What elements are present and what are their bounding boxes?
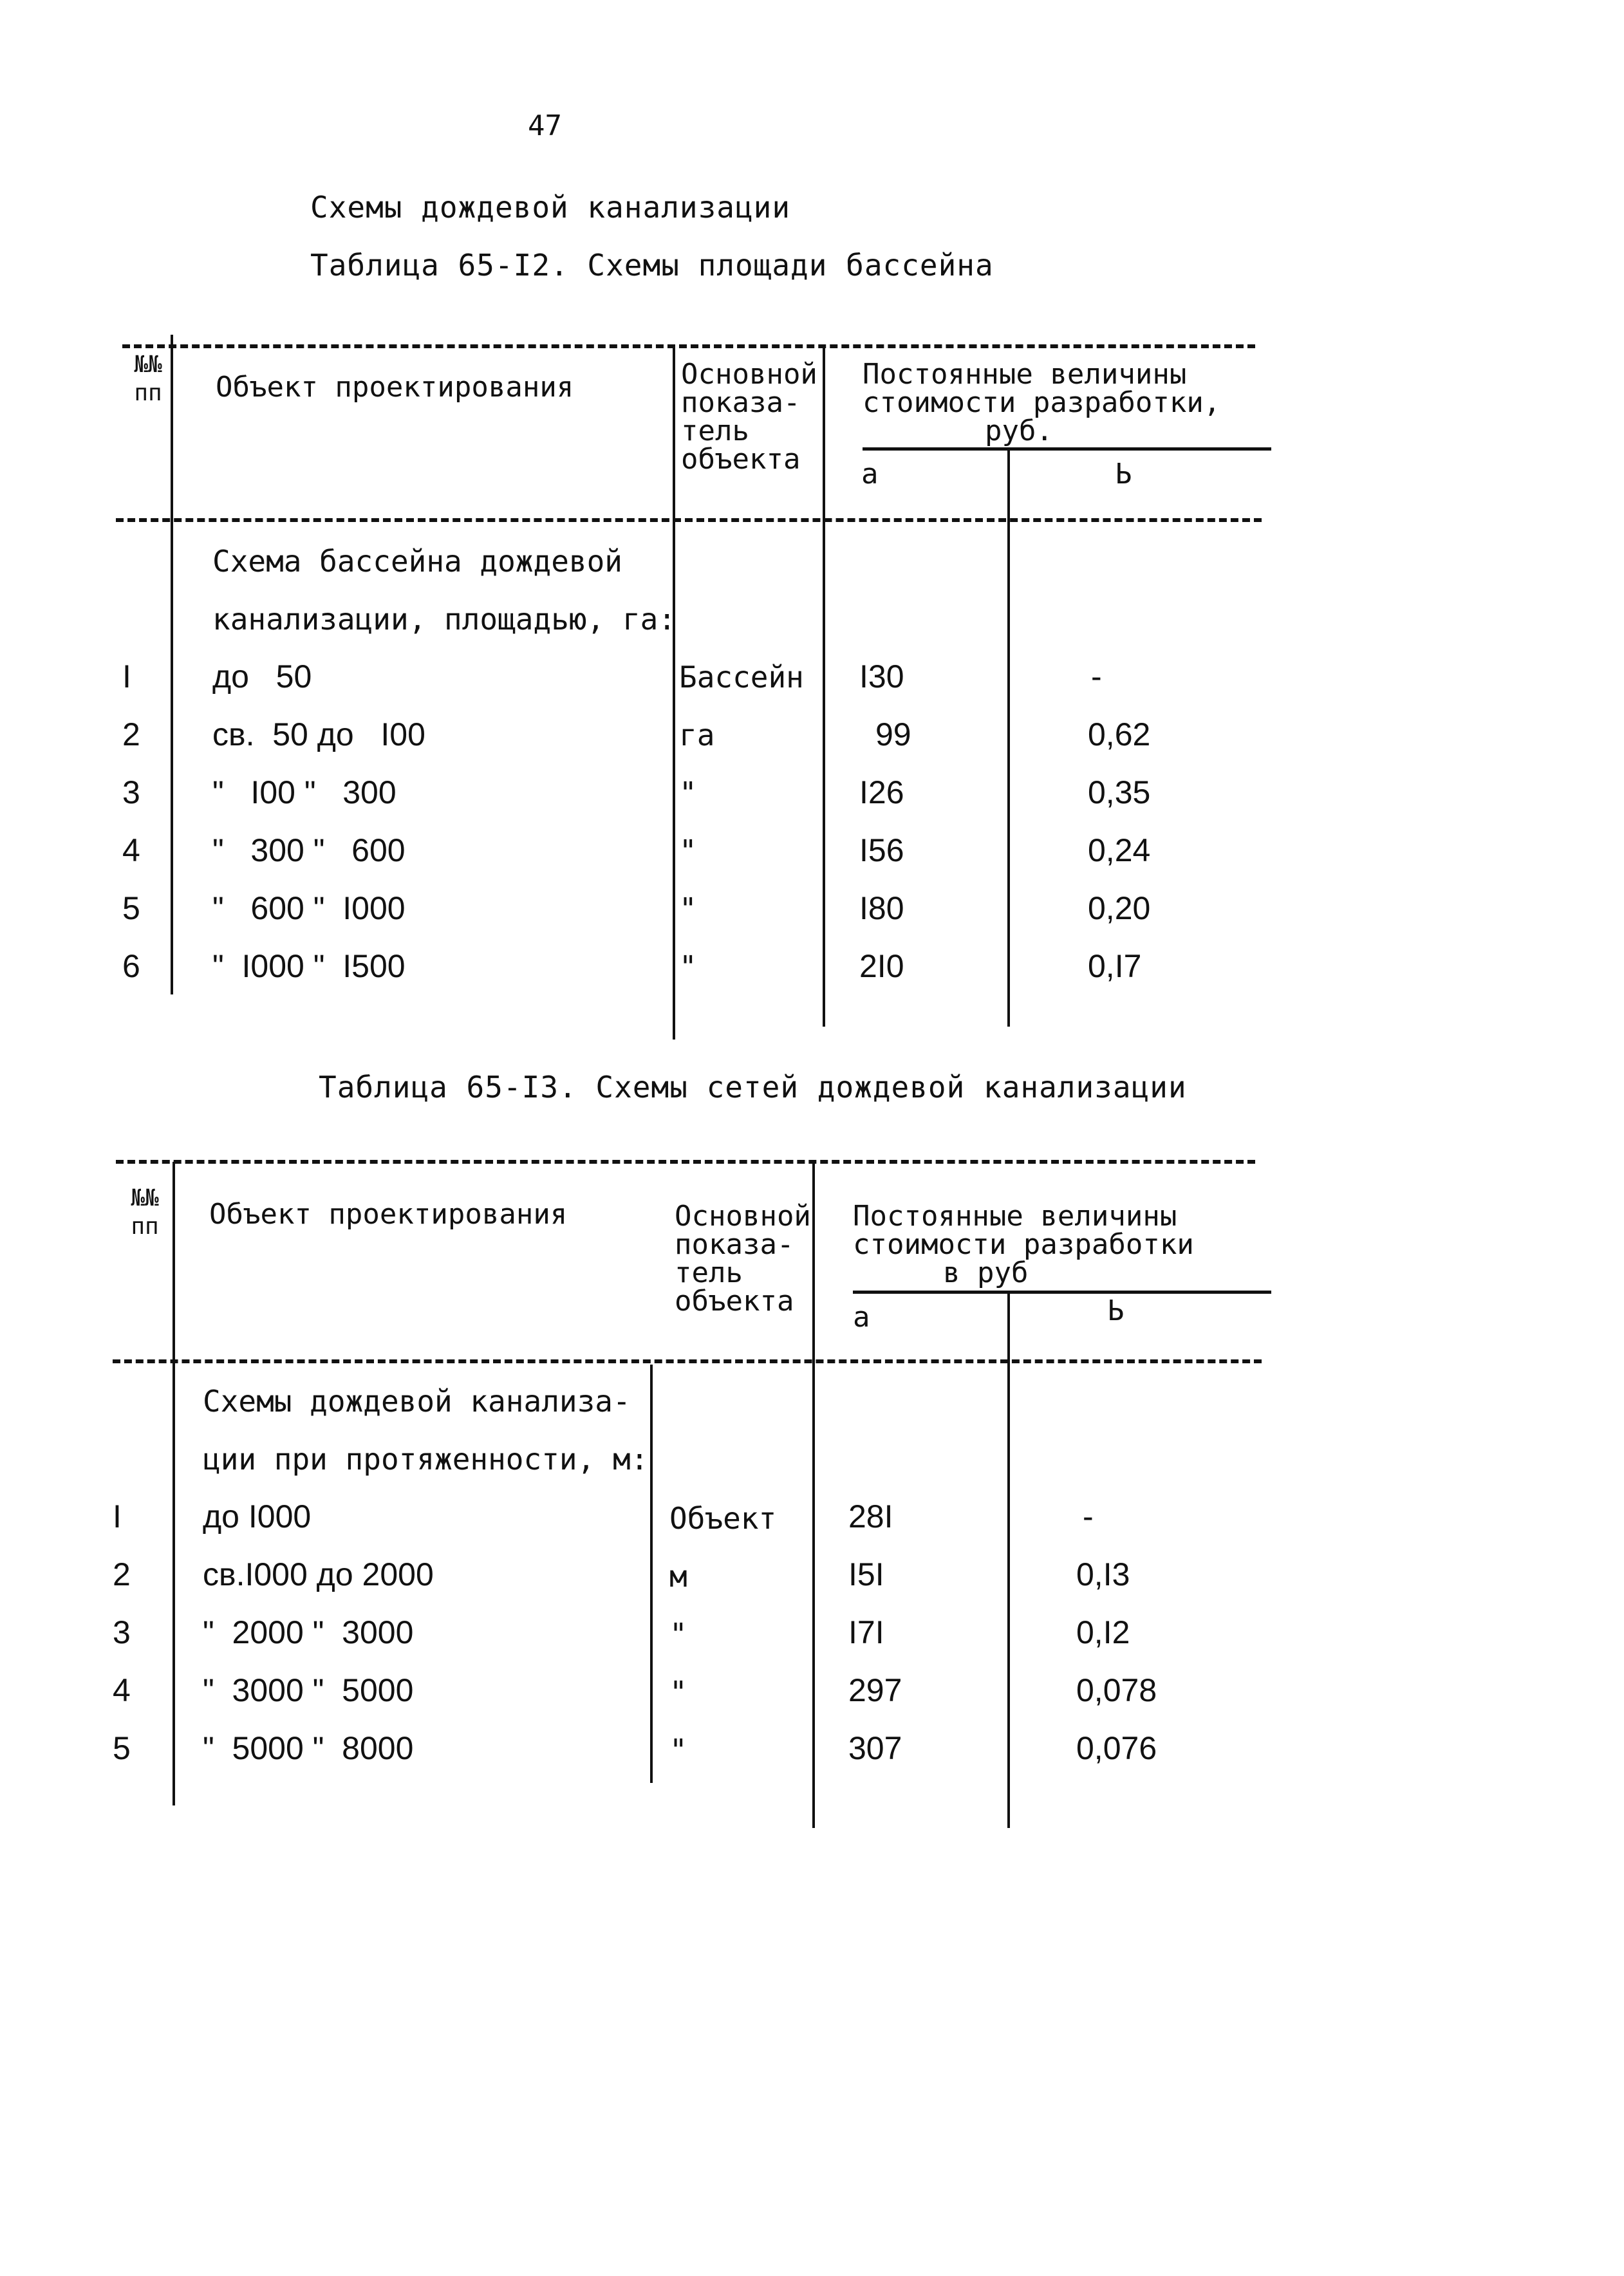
row-object: " 300 " 600 (212, 832, 406, 868)
table2-header-no: №№ пп (131, 1185, 159, 1240)
table2-group-line: ции при протяженности, м: (203, 1442, 649, 1477)
row-object: до I000 (203, 1498, 312, 1534)
row-a: I26 (859, 774, 904, 810)
row-a: 2I0 (859, 948, 904, 984)
table1-group-line: канализации, площадью, га: (212, 602, 677, 637)
table2-header-b: Ь (1107, 1294, 1125, 1327)
header-constants-line: стоимости разработки, (863, 386, 1221, 419)
row-indicator: Бассейн (679, 660, 804, 695)
table2-header-a: а (853, 1301, 870, 1334)
row-object: " 600 " I000 (212, 890, 406, 926)
row-b: - (1091, 658, 1102, 695)
row-number: 5 (122, 890, 140, 926)
section-title: Схемы дождевой канализации (310, 190, 791, 225)
table1-top-rule (122, 344, 1255, 348)
row-object: св.I000 до 2000 (203, 1556, 434, 1592)
row-object: " 5000 " 8000 (203, 1730, 414, 1766)
row-object: св. 50 до I00 (212, 716, 425, 752)
table2-col-divider-1 (173, 1162, 175, 1805)
row-object: до 50 (212, 658, 312, 695)
header-constants-line: стоимости разработки (853, 1228, 1194, 1261)
row-b: 0,24 (1088, 832, 1151, 868)
table1-header-rule (116, 518, 1262, 522)
table1-header-no: №№ пп (134, 351, 162, 406)
table1-group-line: Схема бассейна дождевой (212, 544, 622, 579)
header-constants-line: Постоянные величины (863, 358, 1187, 391)
table2-group-line: Схемы дождевой канализа- (203, 1384, 631, 1419)
row-b: 0,35 (1088, 774, 1151, 810)
row-b: - (1083, 1498, 1094, 1534)
row-b: 0,078 (1076, 1672, 1157, 1708)
header-indicator-line: показа- (675, 1228, 794, 1261)
header-indicator-line: Основной (681, 358, 817, 391)
row-number: 2 (122, 716, 140, 752)
row-b: 0,I2 (1076, 1614, 1130, 1650)
row-a: 28I (848, 1498, 893, 1534)
row-indicator: " (669, 1675, 687, 1710)
row-a: I30 (859, 658, 904, 695)
header-indicator-line: объекта (681, 443, 801, 476)
row-indicator: га (679, 718, 715, 752)
row-b: 0,076 (1076, 1730, 1157, 1766)
table1-col-divider-2 (673, 348, 675, 1040)
table2-caption: Таблица 65-I3. Схемы сетей дождевой канализации (319, 1070, 1187, 1105)
row-b: 0,I7 (1088, 948, 1142, 984)
header-indicator-line: тель (681, 415, 749, 447)
table2-header-rule (113, 1359, 1262, 1363)
header-indicator-line: Основной (675, 1200, 811, 1233)
row-number: 4 (122, 832, 140, 868)
row-indicator: " (679, 949, 697, 984)
table1-col-divider-1 (171, 335, 173, 994)
row-indicator: " (669, 1617, 687, 1652)
row-number: 2 (113, 1556, 131, 1592)
table2-header-object: Объект проектирования (209, 1198, 568, 1231)
row-a: 297 (848, 1672, 902, 1708)
table2-col-divider-4 (1007, 1294, 1010, 1828)
row-a: I5I (848, 1556, 884, 1592)
row-indicator: Объект (669, 1501, 777, 1536)
row-object: " I00 " 300 (212, 774, 397, 810)
table1-subheader-rule (863, 447, 1271, 451)
header-constants-line: Постоянные величины (853, 1200, 1177, 1233)
row-number: I (122, 658, 131, 695)
row-number: 3 (113, 1614, 131, 1650)
row-object: " 3000 " 5000 (203, 1672, 414, 1708)
row-number: 5 (113, 1730, 131, 1766)
row-a: 99 (875, 716, 911, 752)
table1-caption: Таблица 65-I2. Схемы площади бассейна (310, 248, 994, 283)
table2-subheader-rule (853, 1291, 1271, 1294)
table2-header-indicator (675, 1202, 811, 1316)
table2-top-rule (116, 1160, 1255, 1164)
row-object: " 2000 " 3000 (203, 1614, 414, 1650)
header-indicator-line: показа- (681, 386, 801, 419)
row-number: I (113, 1498, 122, 1534)
row-number: 6 (122, 948, 140, 984)
table1-col-divider-4 (1007, 451, 1010, 1027)
row-b: 0,62 (1088, 716, 1151, 752)
row-b: 0,20 (1088, 890, 1151, 926)
row-indicator: " (679, 776, 697, 810)
row-indicator: " (669, 1733, 687, 1768)
row-a: I80 (859, 890, 904, 926)
row-indicator: м (669, 1559, 687, 1594)
table1-header-constants (863, 360, 1220, 445)
table2-header-constants (853, 1202, 1194, 1287)
header-indicator-line: тель (675, 1256, 743, 1289)
table1-header-indicator (681, 360, 817, 474)
row-b: 0,I3 (1076, 1556, 1130, 1592)
row-number: 4 (113, 1672, 131, 1708)
table1-header-a: а (861, 458, 879, 490)
row-indicator: " (679, 891, 697, 926)
row-a: I56 (859, 832, 904, 868)
header-constants-line: в руб (943, 1256, 1029, 1289)
header-constants-line: руб. (985, 415, 1053, 447)
row-number: 3 (122, 774, 140, 810)
header-indicator-line: объекта (675, 1285, 794, 1318)
table2-col-divider-3 (812, 1162, 815, 1828)
row-a: I7I (848, 1614, 884, 1650)
row-a: 307 (848, 1730, 902, 1766)
page-number: 47 (528, 109, 562, 142)
table2-col-divider-2 (650, 1365, 653, 1783)
row-object: " I000 " I500 (212, 948, 406, 984)
table1-header-object: Объект проектирования (216, 371, 574, 404)
table1-col-divider-3 (823, 348, 825, 1027)
row-indicator: " (679, 834, 697, 868)
table1-header-b: Ь (1115, 458, 1132, 490)
